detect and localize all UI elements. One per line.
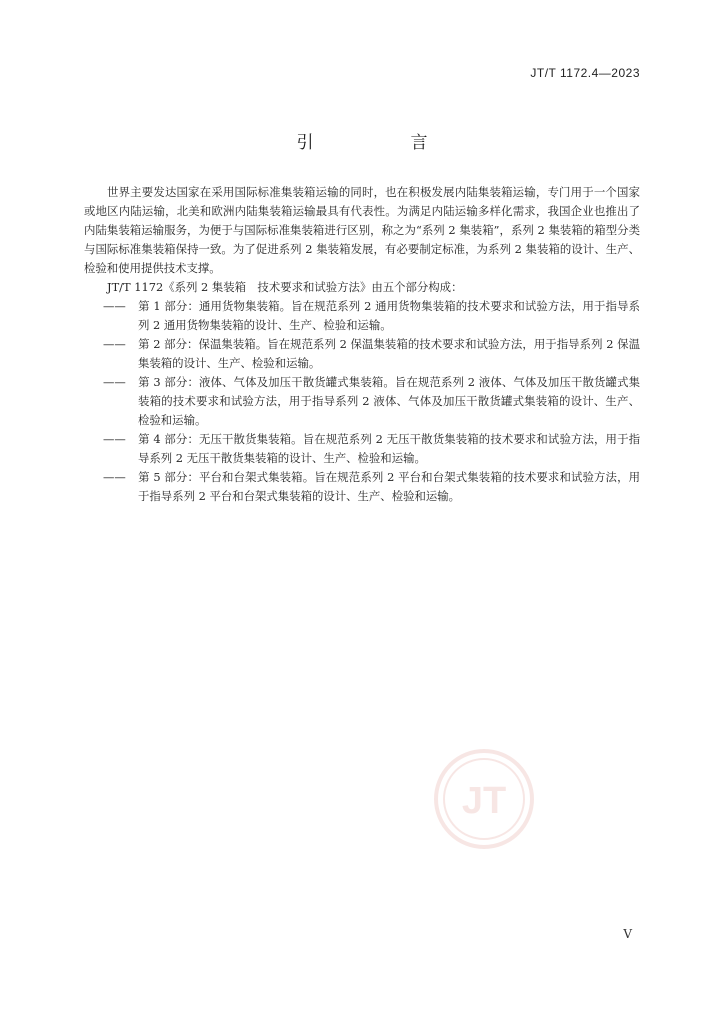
intro-paragraph: 世界主要发达国家在采用国际标准集装箱运输的同时，也在积极发展内陆集装箱运输，专门用于一个国家或地区内陆运输，北美和欧洲内陆集装箱运输最具有代表性。为满足内陆运输多样化需求，我国企业也推出了内陆集装箱运输服务，为便于与国际标准集装箱进行区别，称之为“系列 2 集装箱”，系列 2 集装箱的箱型分类与国际标准集装箱保持一致。为了促进系列 2 集装箱发展，有必要制定标准，为系列 2 集装箱的设计、生产、检验和使用提供技术支撑。 <box>84 185 640 275</box>
standard-code: JT/T 1172.4—2023 <box>530 66 640 80</box>
list-item-text: 第 1 部分：通用货物集装箱。旨在规范系列 2 通用货物集装箱的技术要求和试验方法，用于指导系列 2 通用货物集装箱的设计、生产、检验和运输。 <box>138 299 640 332</box>
page-title: 引 言 <box>296 133 468 153</box>
parts-intro: JT/T 1172《系列 2 集装箱 技术要求和试验方法》由五个部分构成： <box>107 280 463 294</box>
list-item-part-2 <box>103 335 640 373</box>
list-item-text: 第 3 部分：液体、气体及加压干散货罐式集装箱。旨在规范系列 2 液体、气体及加压干散货罐式集装箱的技术要求和试验方法，用于指导系列 2 液体、气体及加压干散货罐式集装箱的设计、生产、检验和运输。 <box>138 375 640 427</box>
list-item-text: 第 4 部分：无压干散货集装箱。旨在规范系列 2 无压干散货集装箱的技术要求和试验方法，用于指导系列 2 无压干散货集装箱的设计、生产、检验和运输。 <box>138 432 640 465</box>
list-item-text: 第 5 部分：平台和台架式集装箱。旨在规范系列 2 平台和台架式集装箱的技术要求和试验方法，用于指导系列 2 平台和台架式集装箱的设计、生产、检验和运输。 <box>138 470 640 503</box>
list-item-text: 第 2 部分：保温集装箱。旨在规范系列 2 保温集装箱的技术要求和试验方法，用于指导系列 2 保温集装箱的设计、生产、检验和运输。 <box>138 337 640 370</box>
list-item-part-5 <box>103 468 640 506</box>
list-dash: —— <box>103 299 126 313</box>
list-item-part-4 <box>103 430 640 468</box>
list-dash: —— <box>103 470 126 484</box>
list-item-part-3 <box>103 373 640 430</box>
list-item-part-1 <box>103 297 640 335</box>
list-dash: —— <box>103 337 126 351</box>
list-dash: —— <box>103 375 126 389</box>
document-body <box>84 183 640 506</box>
list-dash: —— <box>103 432 126 446</box>
jt-watermark-logo <box>432 747 536 851</box>
watermark-text: JT <box>461 780 507 822</box>
page-number: V <box>623 927 632 941</box>
